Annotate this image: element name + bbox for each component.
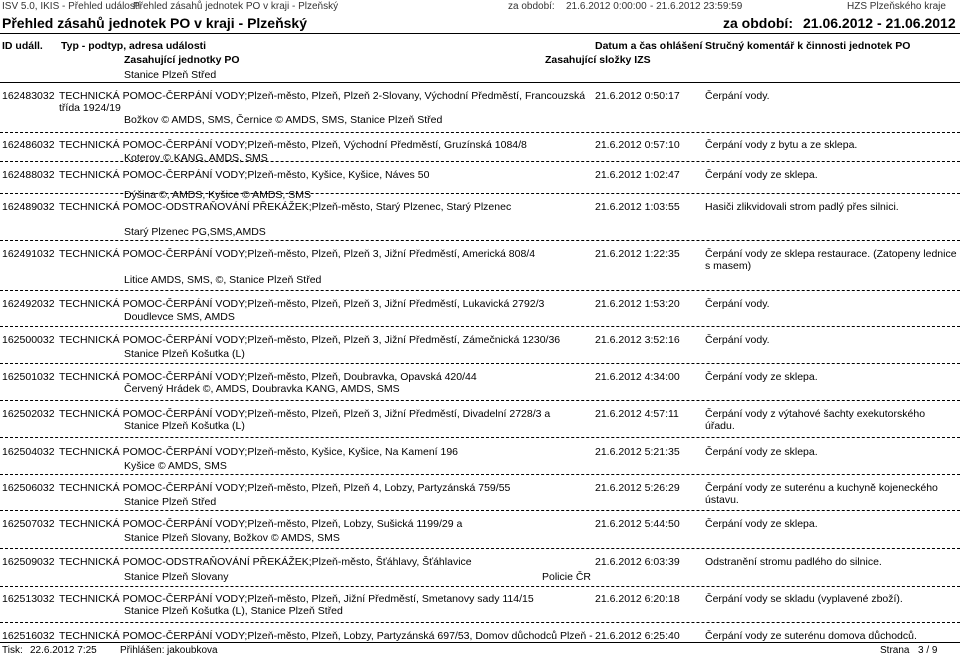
incident-type-address: TECHNICKÁ POMOC-ČERPÁNÍ VODY;Plzeň-město, Plzeň, Jižní Předměstí, Smetanovy sady 114/15 — [59, 593, 534, 605]
period-label: za období: — [723, 15, 793, 31]
incident-type-address: TECHNICKÁ POMOC-ČERPÁNÍ VODY;Plzeň-město, Kyšice, Kyšice, Náves 50 — [59, 169, 430, 181]
print-period-label: za období: — [508, 1, 555, 12]
incident-type-address: TECHNICKÁ POMOC-ČERPÁNÍ VODY;Plzeň-město, Plzeň, Lobzy, Sušická 1199/29 a — [59, 518, 463, 530]
incident-comment: Čerpání vody. — [705, 298, 770, 310]
incident-id: 162486032 — [2, 139, 55, 151]
incident-datetime: 21.6.2012 0:50:17 — [595, 90, 680, 102]
login-value: jakoubkova — [167, 645, 218, 656]
row-separator — [0, 161, 960, 162]
date-to: - 21.06.2012 — [877, 15, 956, 31]
incident-type-address: TECHNICKÁ POMOC-ČERPÁNÍ VODY;Plzeň-město, Plzeň, Plzeň 3, Jižní Předměstí, Divadelní 2728/3 a — [59, 408, 551, 420]
incident-type-address: TECHNICKÁ POMOC-ČERPÁNÍ VODY;Plzeň-město, Plzeň, Doubravka, Opavská 420/44 — [59, 371, 477, 383]
incident-id: 162502032 — [2, 408, 55, 420]
row-separator — [0, 586, 960, 587]
row-separator — [0, 510, 960, 511]
incident-datetime: 21.6.2012 4:57:11 — [595, 408, 679, 420]
row-separator — [0, 474, 960, 475]
incident-type-address: TECHNICKÁ POMOC-ODSTRAŇOVÁNÍ PŘEKÁŽEK;Plzeň-město, Šťáhlavy, Šťáhlavice — [59, 556, 472, 568]
responding-units: Doudlevce SMS, AMDS — [124, 311, 235, 323]
row-separator — [0, 363, 960, 364]
incident-datetime: 21.6.2012 1:03:55 — [595, 201, 680, 213]
responding-units: Dýšina ©, AMDS, Kyšice © AMDS, SMS — [124, 189, 312, 201]
responding-units: Stanice Plzeň Střed — [124, 496, 217, 508]
responding-units: Stanice Plzeň Košutka (L), Stanice Plzeň Střed — [124, 605, 343, 617]
page-value: 3 / 9 — [918, 645, 938, 656]
incident-type-address: TECHNICKÁ POMOC-ČERPÁNÍ VODY;Plzeň-město, Plzeň, Plzeň 3, Jižní Předměstí, Americká 808/4 — [59, 248, 536, 260]
row-separator — [0, 240, 960, 241]
page-label: Strana — [880, 645, 910, 656]
row-separator — [0, 437, 960, 438]
print-organization: HZS Plzeňského kraje — [847, 1, 946, 12]
incident-datetime: 21.6.2012 6:03:39 — [595, 556, 680, 568]
incident-type-address: TECHNICKÁ POMOC-ČERPÁNÍ VODY;Plzeň-město, Plzeň, Východní Předměstí, Gruzínská 1084/8 — [59, 139, 527, 151]
incident-comment: Čerpání vody ze suterénu domova důchodců. — [705, 630, 917, 642]
incident-comment: Čerpání vody ze sklepa. — [705, 518, 818, 530]
incident-datetime: 21.6.2012 5:21:35 — [595, 446, 680, 458]
print-period-to: - 21.6.2012 23:59:59 — [650, 1, 743, 12]
incident-comment: Čerpání vody z bytu a ze sklepa. — [705, 139, 858, 151]
header-top-rule — [0, 33, 960, 34]
login-label: Přihlášen: — [120, 645, 165, 656]
incident-datetime: 21.6.2012 0:57:10 — [595, 139, 680, 151]
responding-units: Stanice Plzeň Slovany — [124, 571, 229, 583]
incident-id: 162507032 — [2, 518, 55, 530]
incident-comment: Čerpání vody ze suterénu a kuchyně kojeneckého ústavu. — [705, 482, 938, 506]
row-separator — [0, 548, 960, 549]
responding-units: Starý Plzenec PG,SMS,AMDS — [124, 226, 266, 238]
footer-rule — [0, 642, 960, 643]
incident-comment: Čerpání vody ze sklepa restaurace. (Zatopeny lednice s masem) — [705, 248, 957, 272]
print-report-title: Přehled zásahů jednotek PO v kraji - Plzeňský — [133, 1, 339, 12]
incident-comment: Čerpání vody ze sklepa. — [705, 169, 818, 181]
incident-id: 162489032 — [2, 201, 55, 213]
report-title: Přehled zásahů jednotek PO v kraji - Plzeňský — [2, 15, 308, 31]
print-label: Tisk: — [2, 645, 23, 656]
incident-id: 162491032 — [2, 248, 55, 260]
responding-units: Božkov © AMDS, SMS, Černice © AMDS, SMS, Stanice Plzeň Střed — [124, 114, 443, 126]
incident-datetime: 21.6.2012 1:22:35 — [595, 248, 680, 260]
incident-id: 162509032 — [2, 556, 55, 568]
incident-id: 162492032 — [2, 298, 55, 310]
incident-datetime: 21.6.2012 1:53:20 — [595, 298, 680, 310]
col-comment-header: Stručný komentář k činnosti jednotek PO — [705, 40, 911, 52]
station-subheader: Stanice Plzeň Střed — [124, 69, 217, 81]
row-separator — [0, 132, 960, 133]
row-separator — [0, 400, 960, 401]
incident-type-address: TECHNICKÁ POMOC-ČERPÁNÍ VODY;Plzeň-město, Plzeň, Plzeň 2-Slovany, Východní Předměstí, Francouzská třída 1924/19 — [59, 90, 586, 114]
incident-comment: Čerpání vody ze sklepa. — [705, 446, 818, 458]
row-separator — [0, 290, 960, 291]
incident-datetime: 21.6.2012 6:20:18 — [595, 593, 680, 605]
col-id-header: ID událl. — [2, 40, 43, 52]
incident-id: 162504032 — [2, 446, 55, 458]
row-separator — [0, 193, 960, 194]
row-separator — [0, 326, 960, 327]
incident-id: 162500032 — [2, 334, 55, 346]
incident-type-address: TECHNICKÁ POMOC-ČERPÁNÍ VODY;Plzeň-město, Plzeň, Plzeň 4, Lobzy, Partyzánská 759/55 — [59, 482, 511, 494]
print-value: 22.6.2012 7:25 — [30, 645, 97, 656]
responding-units: Kyšice © AMDS, SMS — [124, 460, 227, 472]
print-app-title: ISV 5.0, IKIS - Přehled událostí — [2, 1, 141, 12]
incident-comment: Čerpání vody. — [705, 334, 770, 346]
row-separator — [0, 622, 960, 623]
col-type-header: Typ - podtyp, adresa události — [61, 40, 207, 52]
responding-units: Stanice Plzeň Slovany, Božkov © AMDS, SMS — [124, 532, 340, 544]
incident-type-address: TECHNICKÁ POMOC-ČERPÁNÍ VODY;Plzeň-město, Plzeň, Plzeň 3, Jižní Předměstí, Lukavická 2792/3 — [59, 298, 545, 310]
responding-units: Červený Hrádek ©, AMDS, Doubravka KANG, AMDS, SMS — [124, 383, 400, 395]
incident-id: 162488032 — [2, 169, 55, 181]
incident-id: 162516032 — [2, 630, 55, 642]
incident-datetime: 21.6.2012 1:02:47 — [595, 169, 680, 181]
incident-comment: Odstranění stromu padlého do silnice. — [705, 556, 882, 568]
incident-comment: Hasiči zlikvidovali strom padlý přes silnici. — [705, 201, 899, 213]
incident-datetime: 21.6.2012 5:44:50 — [595, 518, 680, 530]
col-units-header: Zasahující jednotky PO — [124, 54, 240, 66]
incident-id: 162513032 — [2, 593, 55, 605]
incident-type-address: TECHNICKÁ POMOC-ČERPÁNÍ VODY;Plzeň-město, Kyšice, Kyšice, Na Kamení 196 — [59, 446, 459, 458]
col-ius-header: Zasahující složky IZS — [545, 54, 651, 66]
incident-datetime: 21.6.2012 3:52:16 — [595, 334, 680, 346]
incident-id: 162483032 — [2, 90, 55, 102]
date-from: 21.06.2012 — [803, 15, 874, 31]
incident-type-address: TECHNICKÁ POMOC-ČERPÁNÍ VODY;Plzeň-město, Plzeň, Plzeň 3, Jižní Předměstí, Zámečnická 1230/36 — [59, 334, 561, 346]
incident-id: 162501032 — [2, 371, 55, 383]
header-bottom-rule — [0, 82, 960, 83]
responding-units: Stanice Plzeň Košutka (L) — [124, 348, 245, 360]
incident-datetime: 21.6.2012 5:26:29 — [595, 482, 680, 494]
incident-comment: Čerpání vody ze sklepa. — [705, 371, 818, 383]
responding-units: Koterov © KANG, AMDS, SMS — [124, 152, 268, 164]
incident-comment: Čerpání vody z výtahové šachty exekutorského úřadu. — [705, 408, 926, 432]
responding-units: Litice AMDS, SMS, ©, Stanice Plzeň Střed — [124, 274, 322, 286]
incident-comment: Čerpání vody. — [705, 90, 770, 102]
incident-type-address: TECHNICKÁ POMOC-ODSTRAŇOVÁNÍ PŘEKÁŽEK;Plzeň-město, Starý Plzenec, Starý Plzenec — [59, 201, 512, 213]
responding-units: Stanice Plzeň Košutka (L) — [124, 420, 245, 432]
print-period-from: 21.6.2012 0:00:00 — [566, 1, 647, 12]
incident-datetime: 21.6.2012 4:34:00 — [595, 371, 680, 383]
incident-type-address: TECHNICKÁ POMOC-ČERPÁNÍ VODY;Plzeň-město, Plzeň, Lobzy, Partyzánská 697/53, Domov důchodců Plzeň - — [59, 630, 593, 642]
col-datetime-header: Datum a čas ohlášení — [595, 40, 703, 52]
incident-comment: Čerpání vody se skladu (vyplavené zboží). — [705, 593, 903, 605]
incident-id: 162506032 — [2, 482, 55, 494]
incident-datetime: 21.6.2012 6:25:40 — [595, 630, 680, 642]
ius-components: Policie ČR — [542, 571, 592, 583]
